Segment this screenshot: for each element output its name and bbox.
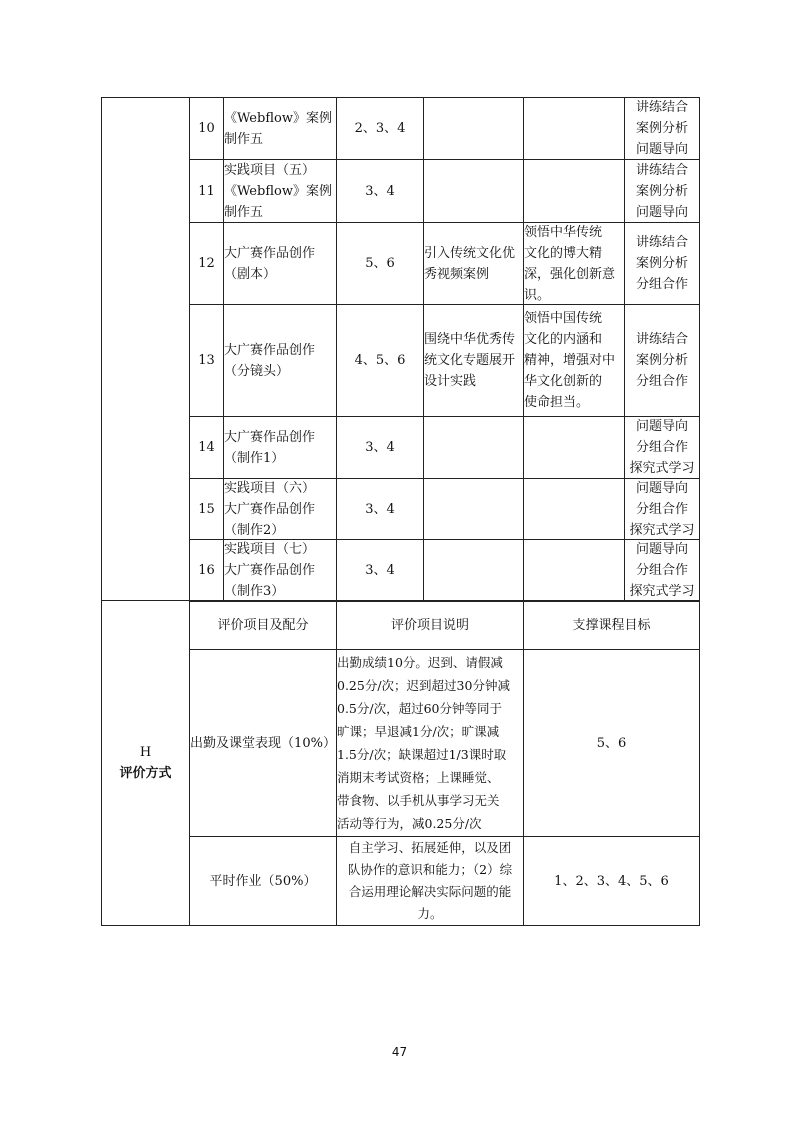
- schedule-cell-ideology: [423, 159, 524, 223]
- schedule-cell-value: 领悟中华传统 文化的博大精 深，强化创新意 识。: [523, 222, 625, 305]
- section-title: 评价方式: [119, 766, 172, 781]
- schedule-cell-content: 大广赛作品创作 （制作1）: [223, 416, 337, 479]
- schedule-cell-method: 讲练结合 案例分析 分组合作: [624, 222, 700, 305]
- schedule-cell-method: 问题导向 分组合作 探究式学习: [624, 539, 700, 602]
- schedule-cell-no: 16: [189, 539, 224, 602]
- schedule-cell-content: 大广赛作品创作 （分镜头）: [223, 304, 337, 417]
- eval-row-desc: 出勤成绩10分。迟到、请假减 0.25分/次；迟到超过30分钟减 0.5分/次，超过60分钟等同于 旷课；早退减1分/次；旷课减 1.5分/次；缺课超过1/3课时取 消期末考试资格；上课睡觉、 带食物、以手机从事学习无关 活动等行为，减0.25分/次: [336, 649, 524, 837]
- eval-header-goals: 支撑课程目标: [523, 600, 700, 650]
- schedule-cell-value: [523, 539, 625, 602]
- schedule-cell-no: 11: [189, 159, 224, 223]
- schedule-cell-ideology: [423, 97, 524, 160]
- schedule-cell-content: 实践项目（七） 大广赛作品创作 （制作3）: [223, 539, 337, 602]
- schedule-cell-goals: 2、3、4: [336, 97, 424, 160]
- schedule-cell-method: 讲练结合 案例分析 问题导向: [624, 159, 700, 223]
- page-number: 47: [391, 1045, 408, 1059]
- schedule-cell-no: 12: [189, 222, 224, 305]
- schedule-cell-goals: 3、4: [336, 478, 424, 540]
- schedule-cell-value: [523, 416, 625, 479]
- schedule-cell-content: 大广赛作品创作 （剧本）: [223, 222, 337, 305]
- schedule-cell-value: [523, 159, 625, 223]
- eval-row-goals: 1、2、3、4、5、6: [523, 836, 700, 926]
- evaluation-section-label: [101, 600, 190, 926]
- schedule-cell-value: 领悟中国传统 文化的内涵和 精神，增强对中 华文化创新的 使命担当。: [523, 304, 625, 417]
- schedule-cell-content: 《Webflow》案例 制作五: [223, 97, 337, 160]
- schedule-cell-ideology: [423, 416, 524, 479]
- schedule-cell-method: 问题导向 分组合作 探究式学习: [624, 478, 700, 540]
- schedule-cell-value: [523, 478, 625, 540]
- schedule-cell-no: 14: [189, 416, 224, 479]
- schedule-cell-goals: 3、4: [336, 159, 424, 223]
- schedule-cell-ideology: 引入传统文化优 秀视频案例: [423, 222, 524, 305]
- schedule-cell-ideology: [423, 539, 524, 602]
- eval-header-item: 评价项目及配分: [189, 600, 337, 650]
- eval-row-goals: 5、6: [523, 649, 700, 837]
- eval-row-item: 出勤及课堂表现（10%）: [189, 649, 337, 837]
- schedule-cell-ideology: [423, 478, 524, 540]
- schedule-cell-method: 讲练结合 案例分析 分组合作: [624, 304, 700, 417]
- schedule-cell-method: 讲练结合 案例分析 问题导向: [624, 97, 700, 160]
- schedule-cell-goals: 3、4: [336, 416, 424, 479]
- section-letter: H: [139, 745, 152, 760]
- schedule-cell-content: 实践项目（五） 《Webflow》案例 制作五: [223, 159, 337, 223]
- section-label-cell-upper: [101, 97, 190, 601]
- schedule-cell-goals: 4、5、6: [336, 304, 424, 417]
- schedule-cell-content: 实践项目（六） 大广赛作品创作 （制作2）: [223, 478, 337, 540]
- schedule-cell-ideology: 围绕中华优秀传 统文化专题展开 设计实践: [423, 304, 524, 417]
- schedule-cell-goals: 3、4: [336, 539, 424, 602]
- schedule-cell-no: 15: [189, 478, 224, 540]
- schedule-cell-no: 10: [189, 97, 224, 160]
- schedule-cell-no: 13: [189, 304, 224, 417]
- schedule-cell-goals: 5、6: [336, 222, 424, 305]
- schedule-cell-method: 问题导向 分组合作 探究式学习: [624, 416, 700, 479]
- eval-header-desc: 评价项目说明: [336, 600, 524, 650]
- schedule-cell-value: [523, 97, 625, 160]
- eval-row-desc: 自主学习、拓展延伸，以及团 队协作的意识和能力；（2）综 合运用理论解决实际问题的能 力。: [336, 836, 524, 926]
- eval-row-item: 平时作业（50%）: [189, 836, 337, 926]
